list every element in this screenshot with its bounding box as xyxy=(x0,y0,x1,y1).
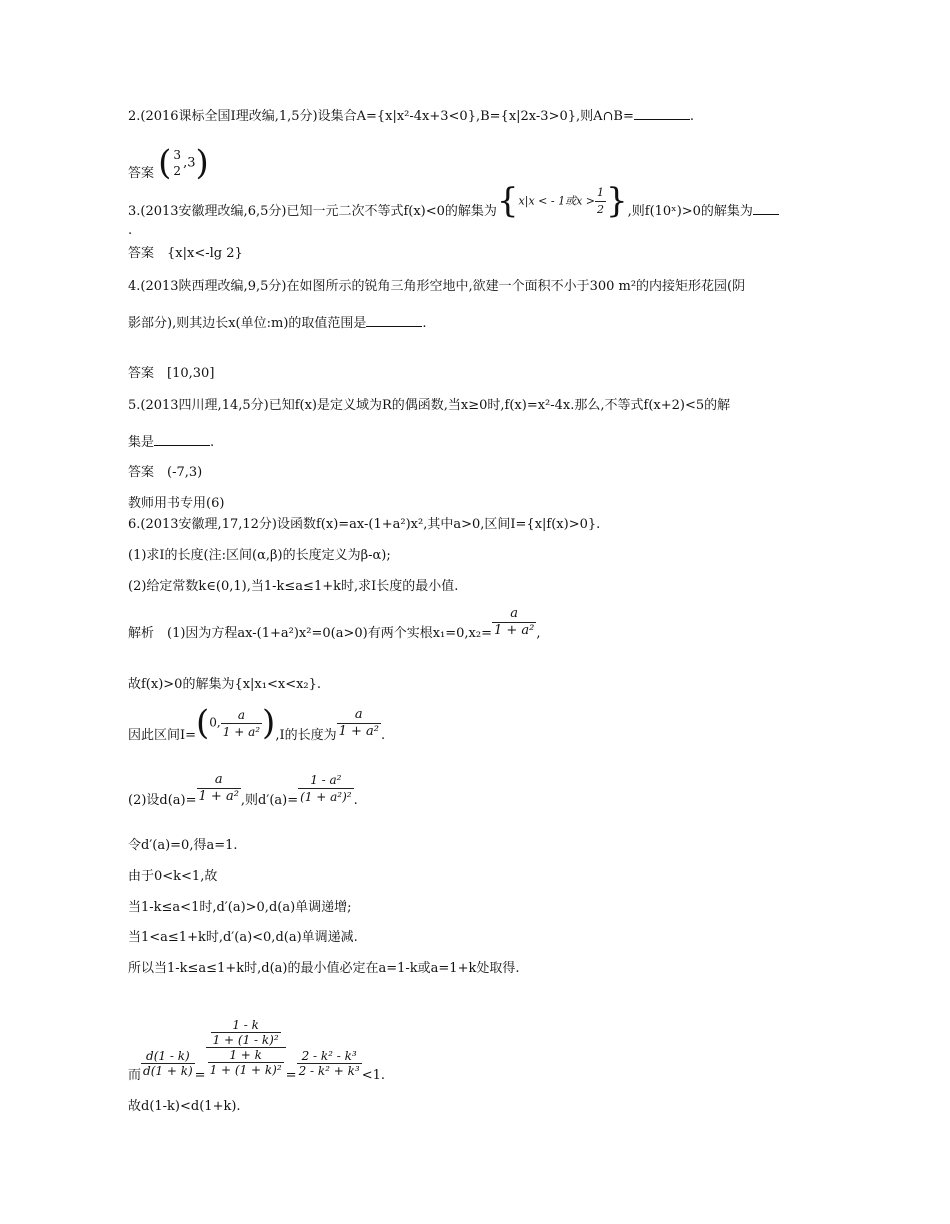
question-5-line2: 集是 . xyxy=(128,435,215,450)
compound-fraction: $\frac{\frac{1 - k}{\text{1 + (1 - k)²}}}{\frac{1 + k}{\text{1 + (1 + k)²}}}$ xyxy=(206,1018,286,1077)
left-paren: ( xyxy=(158,143,172,183)
answer-2: 答案 ( 3 2 ,3) xyxy=(128,143,209,183)
answer-5: 答案 (-7,3) xyxy=(128,465,203,480)
solution-line-11: 故d(1-k)<d(1+k). xyxy=(128,1099,241,1114)
solution-line-7: 当1-k≤a<1时,d′(a)>0,d(a)单调递增; xyxy=(128,900,352,915)
solution-line-10: 而 $\frac{d(1 - k)}{d(1 + k)}$ = $\frac{\frac{1 - k}{\text{1 + (1 - k)²}}}{\frac{1 + k}{\text{1 + (1 + k)²}}}$ = $\frac{\text{2 - k² - k³}}{\text{2 - k² + k³}}$ <1. xyxy=(128,1018,386,1083)
fraction: $\frac{a}{\text{1 + a²}}$ xyxy=(338,706,379,739)
question-4-line1: 4.(2013陕西理改编,9,5分)在如图所示的锐角三角形空地中,欲建一个面积不小于300 m²的内接矩形花园(阴 xyxy=(128,279,746,294)
solution-line-5: 令d′(a)=0,得a=1. xyxy=(128,838,238,853)
right-paren: ) xyxy=(195,143,209,183)
question-2: 2.(2016课标全国Ⅰ理改编,1,5分)设集合A={x|x²-4x+3<0},B={x|2x-3>0},则A∩B= . xyxy=(128,109,695,124)
question-4-line2: 影部分),则其边长x(单位:m)的取值范围是 . xyxy=(128,316,427,331)
solution-line-1: 解析 (1)因为方程ax-(1+a²)x²=0(a>0)有两个实根x₁=0,x₂= $\frac{a}{\text{1 + a²}}$ , xyxy=(128,606,541,641)
fraction: $\frac{a}{\text{1 + a²}}$ xyxy=(222,707,261,739)
question-3: 3.(2013安徽理改编,6,5分)已知一元二次不等式f(x)<0的解集为{x|x < - 1或x > $\frac{1}{2}$ },则f(10ˣ)>0的解集为 xyxy=(128,184,779,218)
solution-line-2: 故f(x)>0的解集为{x|x₁<x<x₂}. xyxy=(128,677,322,692)
question-6-line2: (1)求I的长度(注:区间(α,β)的长度定义为β-α); xyxy=(128,548,391,563)
answer-blank xyxy=(154,433,210,446)
fraction: $\frac{a}{\text{1 + a²}}$ xyxy=(493,606,535,638)
fraction: $\frac{\text{2 - k² - k³}}{\text{2 - k² + k³}}$ xyxy=(298,1049,360,1078)
fraction: $\frac{a}{\text{1 + a²}}$ xyxy=(198,772,239,804)
question-6-line3: (2)给定常数k∈(0,1),当1-k≤a≤1+k时,求I长度的最小值. xyxy=(128,579,459,594)
answer-blank xyxy=(753,202,779,215)
solution-line-9: 所以当1-k≤a≤1+k时,d(a)的最小值必定在a=1-k或a=1+k处取得. xyxy=(128,961,520,976)
solution-line-8: 当1<a≤1+k时,d′(a)<0,d(a)单调递减. xyxy=(128,930,358,945)
answer-4: 答案 [10,30] xyxy=(128,366,215,381)
solution-line-6: 由于0<k<1,故 xyxy=(128,869,218,884)
answer-3: 答案 {x|x<-lg 2} xyxy=(128,246,243,261)
solution-line-3: 因此区间I=(0, $\frac{a}{\text{1 + a²}}$ ),I的长度为 $\frac{a}{\text{1 + a²}}$ . xyxy=(128,703,386,743)
fraction: $\frac{d(1 - k)}{d(1 + k)}$ xyxy=(143,1049,193,1078)
solution-line-4: (2)设d(a)= $\frac{a}{\text{1 + a²}}$ ,则d′(a)= $\frac{\text{1 - a²}}{\text{(1 + a²)²}}$ . xyxy=(128,772,358,808)
answer-blank xyxy=(366,314,422,327)
fraction: $\frac{1}{2}$ xyxy=(596,185,604,216)
answer-blank xyxy=(634,107,690,120)
section-heading: 教师用书专用(6) xyxy=(128,496,225,511)
fraction: 3 2 xyxy=(173,148,182,178)
question-5-line1: 5.(2013四川理,14,5分)已知f(x)是定义域为R的偶函数,当x≥0时,f(x)=x²-4x.那么,不等式f(x+2)<5的解 xyxy=(128,398,731,413)
question-6-line1: 6.(2013安徽理,17,12分)设函数f(x)=ax-(1+a²)x²,其中a>0,区间I={x|f(x)>0}. xyxy=(128,517,601,532)
fraction: $\frac{\text{1 - a²}}{\text{(1 + a²)²}}$ xyxy=(300,773,352,804)
